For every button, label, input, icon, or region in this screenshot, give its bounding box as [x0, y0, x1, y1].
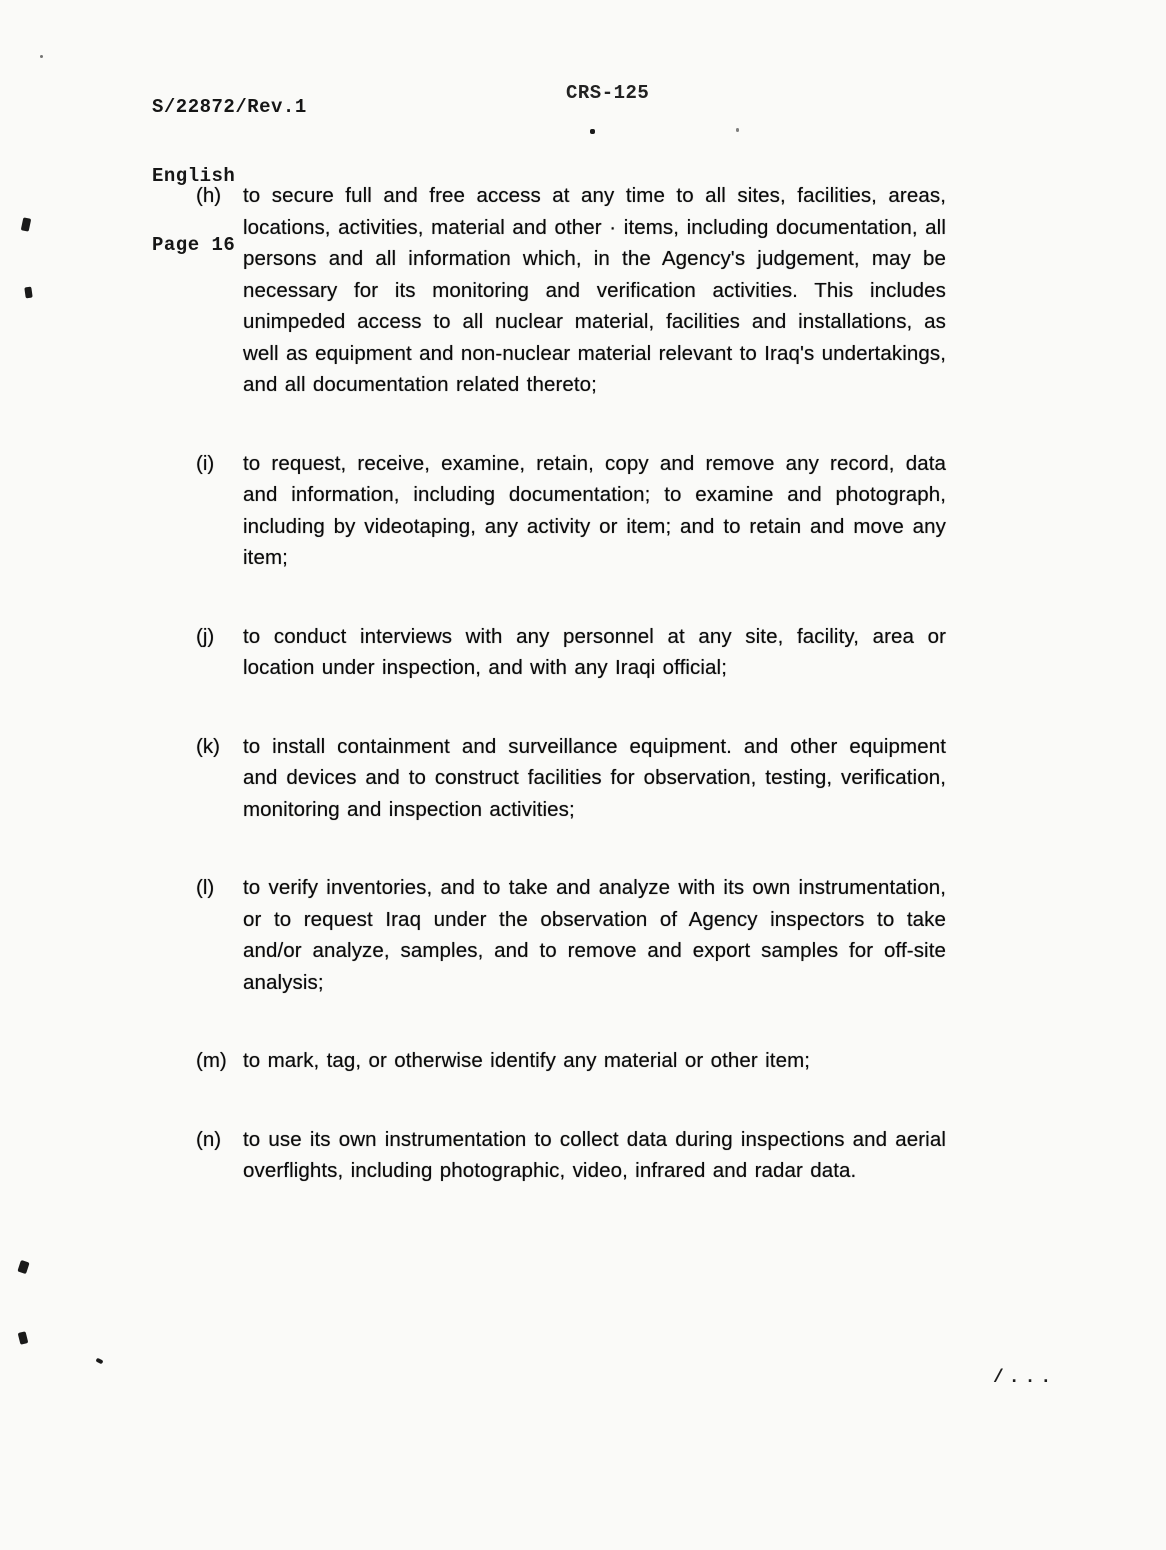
crs-stamp: CRS-125: [566, 82, 650, 104]
ink-speck: [40, 55, 43, 58]
paragraph-item-l: [196, 872, 956, 998]
paragraph-item-n: [196, 1124, 956, 1187]
paragraph-item-i: [196, 448, 956, 574]
paragraph-item-m: [196, 1045, 956, 1077]
ink-speck: [590, 129, 595, 134]
paragraph-item-j: [196, 621, 956, 684]
paragraph-text: to use its own instrumentation to collect data during inspections and aerial overflights, including photographic, video, infrared and radar data.: [243, 1127, 946, 1182]
paragraph-text: to verify inventories, and to take and analyze with its own instrumentation, or to request Iraq under the observation of Agency inspectors to take and/or analyze, samples, and to remove and export samples for off-site analysis;: [243, 876, 946, 994]
paragraph-text: to mark, tag, or otherwise identify any material or other item;: [243, 1049, 811, 1072]
paragraph-text: to install containment and surveillance equipment. and other equipment and devices and to construct facilities for observation, testing, verification, monitoring and inspection activities;: [243, 734, 946, 821]
paragraph-item-k: [196, 731, 956, 826]
ink-speck: [21, 217, 32, 231]
ink-speck: [18, 1331, 29, 1345]
paragraph-label: (n): [196, 1127, 222, 1151]
paragraph-text: to secure full and free access at any time to all sites, facilities, areas, locations, activities, material and other · items, including documentation, all persons and all information which, in the Agency's judgement, may be necessary for its monitoring and verification activities. This includes unimpeded access to all nuclear material, facilities and installations, as well as equipment and non-nuclear material relevant to Iraq's undertakings, and all documentation related thereto;: [243, 184, 946, 396]
paragraph-item-h: [196, 180, 956, 401]
paragraph-text: to request, receive, examine, retain, copy and remove any record, data and information, including documentation; to examine and photograph, including by videotaping, any activity or item; and to retain and move any item;: [243, 451, 946, 569]
doc-symbol: S/22872/Rev.1: [152, 96, 307, 118]
ink-speck: [17, 1260, 29, 1274]
ink-speck: [736, 128, 739, 132]
paragraph-label: (l): [196, 876, 215, 899]
ink-speck: [24, 287, 32, 299]
paragraph-label: (k): [196, 734, 220, 758]
paragraph-label: (i): [196, 451, 215, 475]
page-number: Page 16: [152, 234, 236, 256]
language-label: English: [152, 165, 236, 187]
continuation-marker: /...: [993, 1368, 1057, 1388]
paragraph-text: to conduct interviews with any personnel at any site, facility, area or location under inspection, and with any Iraqi official;: [243, 624, 946, 679]
paragraph-label: (m): [196, 1049, 227, 1072]
paragraph-label: (h): [196, 184, 222, 207]
document-body: [196, 180, 956, 1234]
paragraph-label: (j): [196, 624, 215, 648]
ink-speck: [95, 1358, 103, 1365]
